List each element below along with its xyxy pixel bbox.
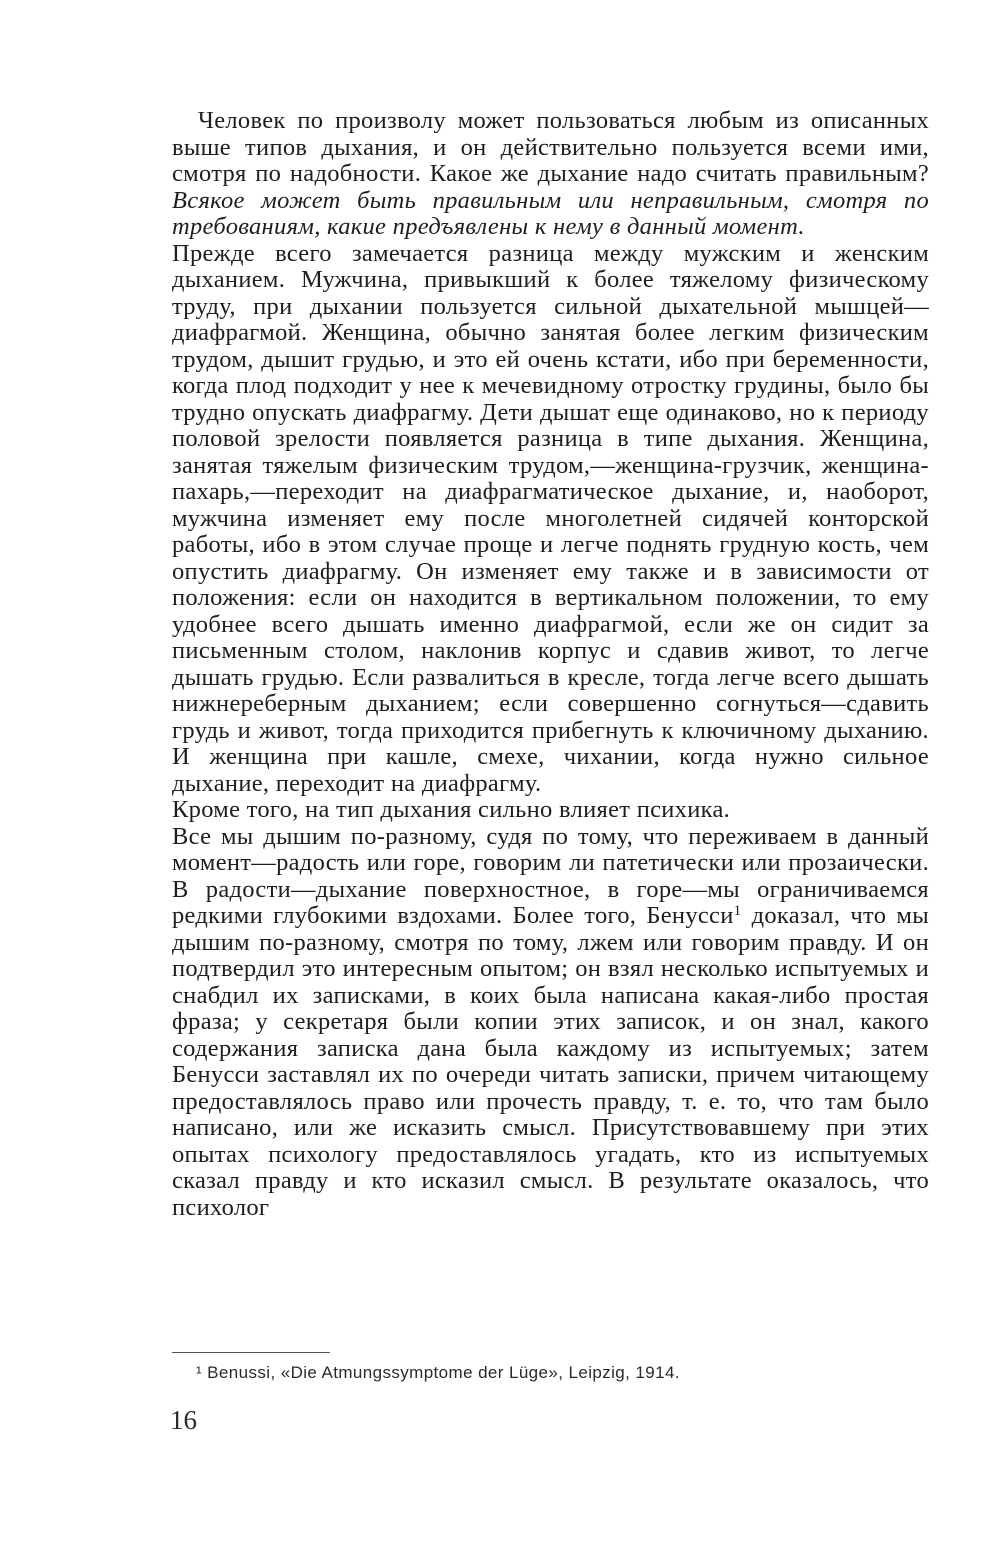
footnote-ref: 1: [733, 903, 742, 919]
paragraph-4-text-a: Все мы дышим по-разному, судя по тому, что переживаем в данный момент—радость или горе, говорим ли патетически или прозаически. В радости—дыхание поверхностное, в горе—мы ограничиваемся редкими глубокими вздохами. Более того, Бенусси: [172, 822, 929, 929]
paragraph-1: [172, 108, 929, 241]
page-number: 16: [170, 1405, 197, 1435]
paragraph-1-text: Человек по произволу может пользоваться любым из описанных выше типов дыхания, и он действительно пользуется всеми ими, смотря по надобности. Какое же дыхание надо считать правильным?: [172, 107, 929, 187]
paragraph-3: Кроме того, на тип дыхания сильно влияет психика.: [172, 796, 731, 823]
paragraph-2: Прежде всего замечается разница между мужским и женским дыханием. Мужчина, привыкший к более тяжелому физическому труду, при дыхании пользуется сильной дыхательной мышцей—диафрагмой. Женщина, обычно занятая более легким физическим трудом, дышит грудью, и это ей очень кстати, ибо при беременности, когда плод подходит у нее к мечевидному отростку грудины, было бы трудно опускать диафрагму. Дети дышат еще одинаково, но к периоду половой зрелости появляется разница в типе дыхания. Женщина, занятая тяжелым физическим трудом,—женщина-грузчик, женщина-пахарь,—переходит на диафрагматическое дыхание, и, наоборот, мужчина изменяет ему после многолетней сидячей конторской работы, ибо в этом случае проще и легче поднять грудную кость, чем опустить диафрагму. Он изменяет ему также и в зависимости от положения: если он находится в вертикальном положении, то ему удобнее всего дышать именно диафрагмой, если же он сидит за письменным столом, наклонив корпус и сдавив живот, то легче дышать грудью. Если развалиться в кресле, тогда легче всего дышать нижнереберным дыханием; если совершенно согнуться—сдавить грудь и живот, тогда приходится прибегнуть к ключичному дыханию. И женщина при кашле, смехе, чихании, когда нужно сильное дыхание, переходит на диафрагму.: [172, 239, 929, 797]
paragraph-1-italic: Всякое может быть правильным или неправильным, смотря по требованиям, какие предъявлены к нему в данный момент.: [172, 186, 929, 240]
body-text: [172, 108, 929, 1221]
footnote-marker: ¹: [196, 1363, 203, 1382]
paragraph-4: [172, 824, 929, 1222]
paragraph-4-text-b: доказал, что мы дышим по-разному, смотря по тому, лжем или говорим правду. И он подтвердил это интересным опытом; он взял несколько испытуемых и снабдил их записками, в коих была написана какая-либо простая фраза; у секретаря были копии этих записок, и он знал, какого содержания записка дана была каждому из испытуемых; затем Бенусси заставлял их по очереди читать записки, причем читающему предоставлялось право или прочесть правду, т. е. то, что там было написано, или же исказить смысл. Присутствовавшему при этих опытах психологу предоставлялось угадать, кто из испытуемых сказал правду и кто исказил смысл. В результате оказалось, что психолог: [172, 902, 929, 1221]
footnote: [196, 1362, 680, 1384]
footnote-divider: [172, 1352, 330, 1353]
footnote-text: Benussi, «Die Atmungssymptome der Lüge», Leipzig, 1914.: [202, 1363, 680, 1382]
